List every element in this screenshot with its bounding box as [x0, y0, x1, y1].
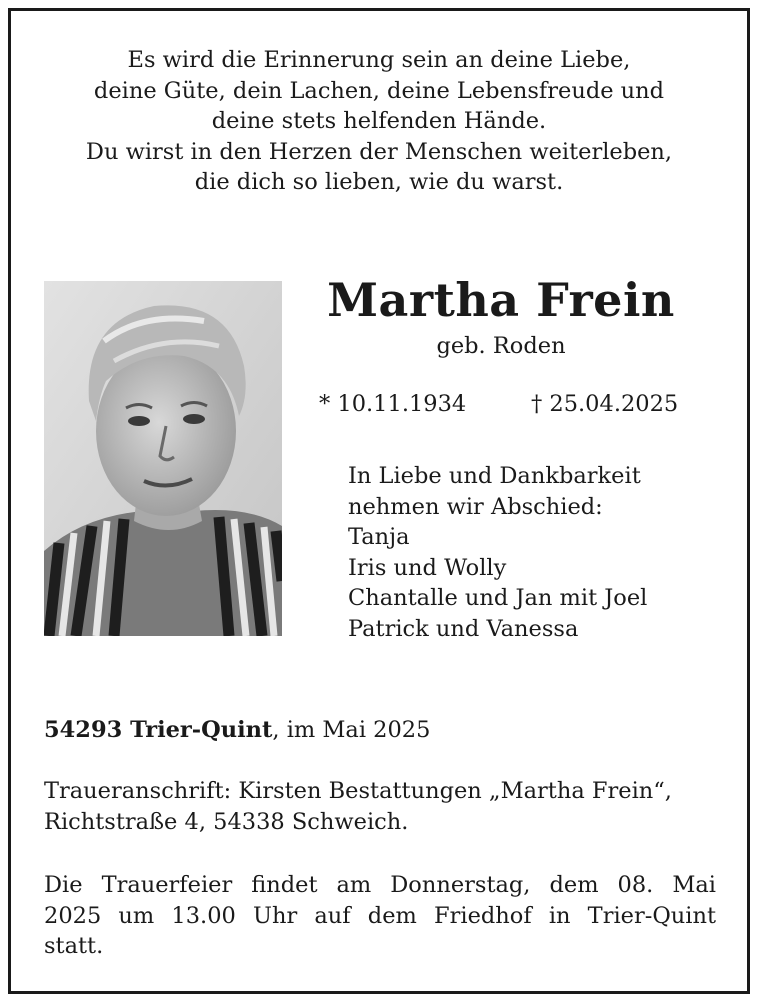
funeral-ceremony-notice	[44, 870, 716, 962]
place-and-date	[44, 717, 430, 743]
memorial-poem	[11, 45, 747, 198]
poem-line: deine stets helfenden Hände.	[211, 108, 547, 134]
mourners-line: nehmen wir Abschied:	[348, 493, 603, 520]
mourner-name: Iris und Wolly	[348, 554, 507, 581]
mourners-list	[348, 461, 647, 644]
mourners-line: In Liebe und Dankbarkeit	[348, 463, 641, 489]
address-line: Richtstraße 4, 54338 Schweich.	[44, 808, 409, 835]
place-town: 54293 Trier-Quint	[44, 717, 273, 743]
birth-date: * 10.11.1934	[319, 391, 467, 417]
ceremony-line: statt.	[44, 933, 104, 959]
obituary-frame	[8, 8, 750, 994]
place-date: , im Mai 2025	[272, 717, 431, 743]
poem-line: deine Güte, dein Lachen, deine Lebensfreude und	[93, 77, 665, 104]
mourner-name: Patrick und Vanessa	[348, 615, 579, 642]
mourner-name: Tanja	[348, 524, 410, 550]
poem-line: die dich so lieben, wie du warst.	[194, 169, 564, 195]
poem-line: Es wird die Erinnerung sein an deine Liebe,	[127, 47, 631, 73]
ceremony-line: Die Trauerfeier findet am Donnerstag, dem 08. Mai	[44, 872, 716, 898]
mourning-address	[44, 776, 672, 837]
death-date: † 25.04.2025	[531, 391, 679, 417]
poem-line: Du wirst in den Herzen der Menschen weiterleben,	[85, 138, 673, 165]
address-line: Traueranschrift: Kirsten Bestattungen „Martha Frein“,	[44, 778, 672, 804]
portrait-photo	[44, 281, 282, 636]
portrait-photo-icon	[44, 281, 282, 636]
mourner-name: Chantalle und Jan mit Joel	[348, 585, 648, 611]
deceased-name: Martha Frein	[327, 273, 675, 327]
ceremony-line: 2025 um 13.00 Uhr auf dem Friedhof in Trier-Quint	[44, 902, 716, 929]
maiden-name: geb. Roden	[436, 333, 566, 359]
